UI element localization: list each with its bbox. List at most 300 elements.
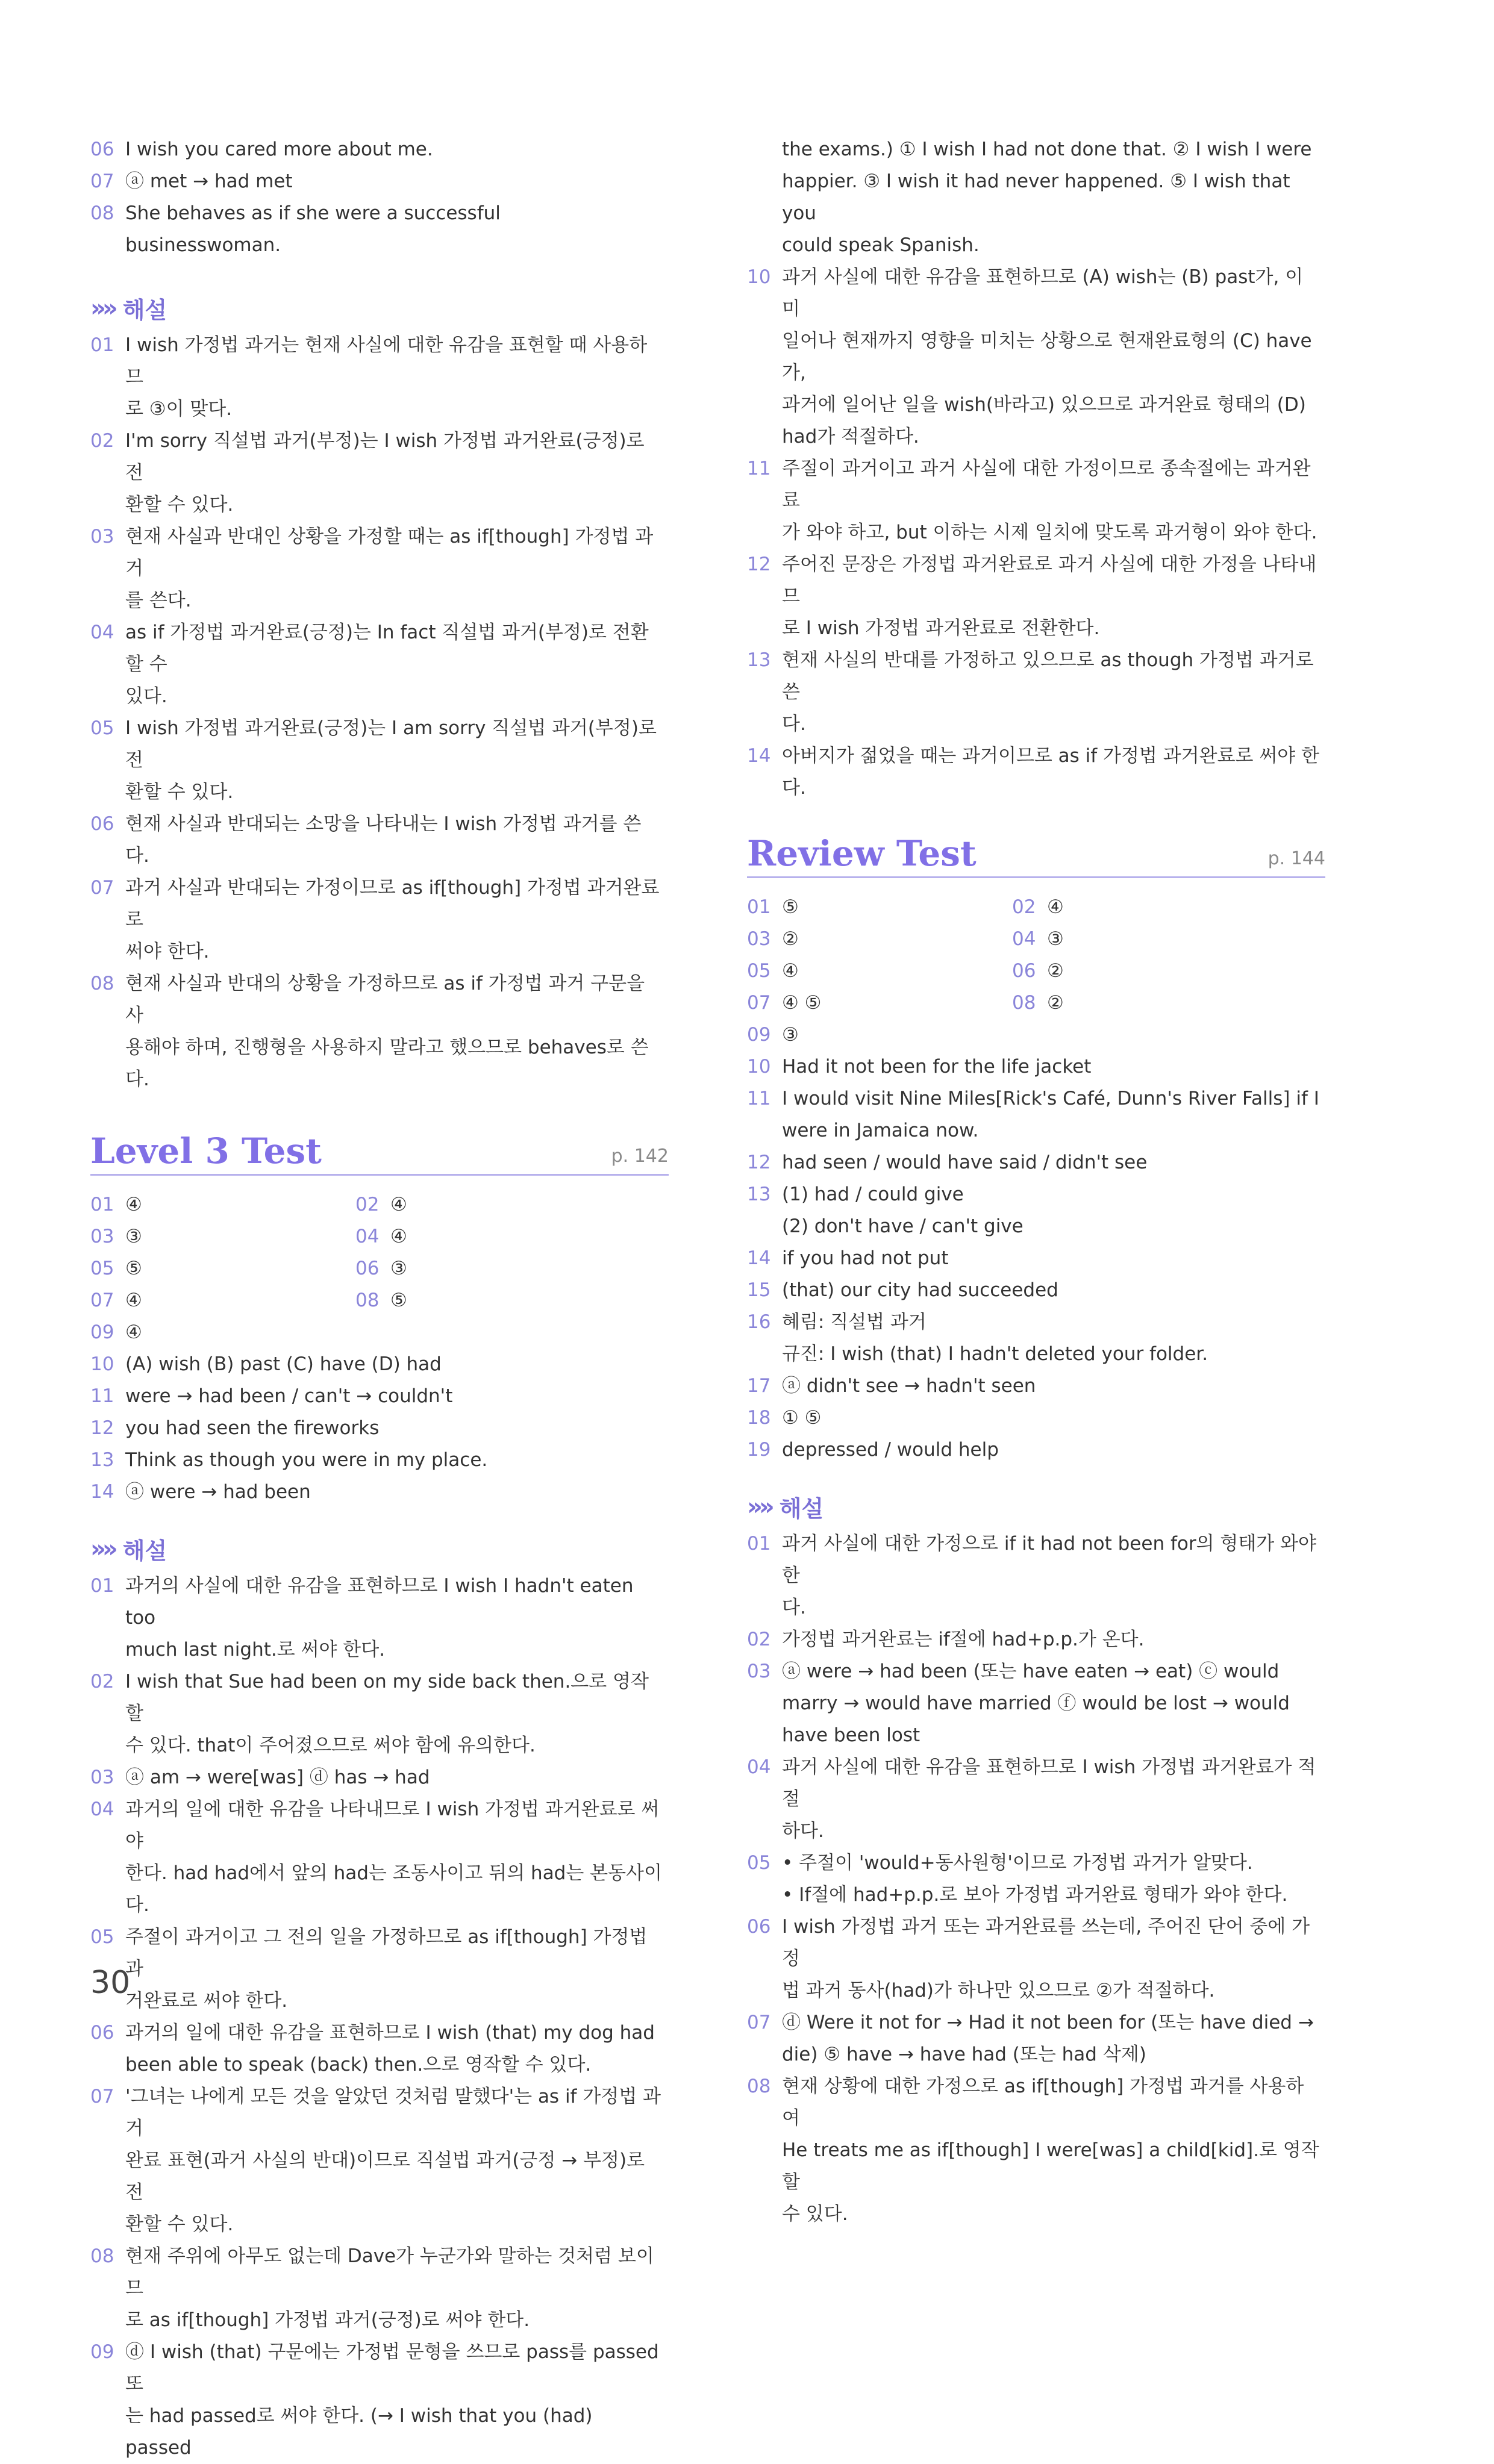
item-number: 05 — [90, 1258, 114, 1279]
item-number: 16 — [747, 1311, 771, 1333]
list-item — [90, 134, 669, 166]
item-text — [125, 1762, 669, 1794]
list-item — [1012, 923, 1277, 955]
item-number: 05 — [90, 1926, 114, 1948]
item-text-line: '그녀는 나에게 모든 것을 알았던 것처럼 말했다'는 as if 가정법 과거 — [125, 2086, 661, 2139]
item-text — [782, 1083, 1325, 1147]
item-text-line: 가 와야 하고, but 이하는 시제 일치에 맞도록 과거형이 와야 한다. — [782, 522, 1317, 543]
item-text-line: ④ — [125, 1290, 142, 1311]
item-text-line: Think as though you were in my place. — [125, 1449, 488, 1471]
item-number: 01 — [90, 334, 114, 356]
item-text — [782, 891, 1012, 923]
item-text-line: (A) wish (B) past (C) have (D) had — [125, 1353, 442, 1375]
list-item — [90, 521, 669, 617]
item-number: 13 — [90, 1449, 114, 1471]
item-text-line: ⓐ were → had been — [125, 1481, 311, 1503]
item-number: 01 — [747, 896, 771, 918]
list-item — [355, 1189, 620, 1221]
item-number: 10 — [747, 266, 771, 288]
item-text-line: 를 쓴다. — [125, 590, 192, 611]
list-item — [747, 1528, 1325, 1624]
item-text-line: 아버지가 젊었을 때는 과거이므로 as if 가정법 과거완료로 써야 한다. — [782, 745, 1320, 799]
item-text-line: depressed / would help — [782, 1439, 999, 1461]
list-item — [90, 1253, 355, 1285]
item-text-line: ⓐ am → were[was] ⓓ has → had — [125, 1767, 430, 1788]
item-number: 13 — [747, 649, 771, 671]
item-text — [782, 644, 1325, 740]
item-text — [782, 1147, 1325, 1179]
item-number: 02 — [355, 1194, 380, 1215]
item-text-line: 현재 사실과 반대의 상황을 가정하므로 as if 가정법 과거 구문을 사 — [125, 973, 645, 1026]
item-number: 11 — [747, 1088, 771, 1109]
item-text-line: (2) don't have / can't give — [782, 1215, 1024, 1237]
list-item — [90, 617, 669, 713]
item-text — [125, 872, 669, 968]
item-number: 04 — [90, 1798, 114, 1820]
item-number: 05 — [747, 1852, 771, 1874]
item-number: 02 — [90, 430, 114, 452]
item-text-line: I would visit Nine Miles[Rick's Café, Dunn's River Falls] if I — [782, 1088, 1319, 1109]
item-number: 18 — [747, 1407, 771, 1429]
list-item — [747, 549, 1325, 644]
item-text-line: had가 적절하다. — [782, 426, 919, 448]
item-number: 02 — [747, 1629, 771, 1650]
item-text-line: Had it not been for the life jacket — [782, 1056, 1092, 1078]
item-text — [782, 1656, 1325, 1751]
item-text-line: you had seen the fireworks — [125, 1417, 380, 1439]
item-text — [390, 1285, 620, 1317]
item-text — [782, 2007, 1325, 2071]
list-item — [90, 166, 669, 198]
list-item — [1012, 891, 1277, 923]
item-text — [782, 1243, 1325, 1274]
list-item — [90, 1444, 669, 1476]
item-text-line: • If절에 had+p.p.로 보아 가정법 과거완료 형태가 와야 한다. — [782, 1884, 1288, 1906]
list-item — [747, 1370, 1325, 1402]
item-number: 04 — [1012, 928, 1036, 950]
explanation-heading: »» 해설 — [90, 1535, 167, 1564]
section-header-review — [747, 834, 1325, 878]
item-text-line: (1) had / could give — [782, 1184, 964, 1205]
item-text-line: 주어진 문장은 가정법 과거완료로 과거 사실에 대한 가정을 나타내므 — [782, 554, 1317, 607]
item-text-line: 수 있다. — [782, 2203, 848, 2225]
item-text-line: He treats me as if[though] I were[was] a child[kid].로 영작할 — [782, 2139, 1319, 2193]
item-text-line: ⑤ — [125, 1258, 142, 1279]
item-text — [125, 2336, 669, 2464]
list-item — [747, 1274, 1325, 1306]
item-text — [782, 261, 1325, 453]
list-item — [90, 1921, 669, 2017]
item-number: 12 — [747, 554, 771, 575]
item-text — [125, 1666, 669, 1762]
left-column — [90, 134, 669, 2464]
item-text-line: 과거 사실에 대한 유감을 표현하므로 I wish 가정법 과거완료가 적절 — [782, 1756, 1316, 1810]
item-text-line: ① ⑤ — [782, 1407, 822, 1429]
section-title: Level 3 Test — [90, 1131, 322, 1171]
item-text — [390, 1221, 620, 1253]
item-number: 01 — [90, 1575, 114, 1597]
item-text-line: 로 as if[though] 가정법 과거(긍정)로 써야 한다. — [125, 2309, 530, 2331]
item-number: 11 — [90, 1385, 114, 1407]
chevron-icon: »» — [90, 1535, 114, 1563]
item-number: 08 — [90, 973, 114, 994]
item-text-line: 하다. — [782, 1820, 824, 1842]
answer-list — [747, 1019, 1325, 1466]
list-item — [90, 1570, 669, 1666]
explanation-list — [747, 1528, 1325, 2230]
answer-grid — [747, 891, 1325, 1019]
list-item — [90, 1189, 355, 1221]
item-text — [125, 1189, 355, 1221]
item-number: 08 — [1012, 992, 1036, 1014]
list-item — [90, 2081, 669, 2241]
item-text-line: ② — [1047, 992, 1064, 1014]
section-page-ref: p. 142 — [611, 1146, 669, 1167]
item-text — [125, 1221, 355, 1253]
item-number: 10 — [90, 1353, 114, 1375]
item-text-line: 써야 한다. — [125, 941, 210, 962]
item-text — [1047, 891, 1277, 923]
item-text-line: ④ — [1047, 896, 1064, 918]
item-text-line: 한다. had had에서 앞의 had는 조동사이고 뒤의 had는 본동사이다. — [125, 1862, 662, 1916]
item-text-line: 과거의 일에 대한 유감을 표현하므로 I wish (that) my dog had — [125, 2022, 655, 2044]
explanation-heading: »» 해설 — [90, 294, 167, 323]
list-item — [90, 872, 669, 968]
list-item — [747, 1751, 1325, 1847]
list-item — [747, 1656, 1325, 1751]
list-item — [1012, 955, 1277, 987]
item-text-line: 과거의 사실에 대한 유감을 표현하므로 I wish I hadn't eaten too — [125, 1575, 634, 1629]
item-number: 09 — [90, 2341, 114, 2363]
chevron-icon: »» — [90, 294, 114, 322]
item-text-line: I wish you cared more about me. — [125, 139, 433, 160]
item-text-line: 다. — [782, 713, 806, 735]
item-text-line: die) ⑤ have → have had (또는 had 삭제) — [782, 2044, 1146, 2065]
item-text — [125, 2081, 669, 2241]
page-number: 30 — [90, 1965, 131, 2001]
item-number: 01 — [747, 1533, 771, 1555]
item-text-line: were in Jamaica now. — [782, 1120, 979, 1141]
list-item — [747, 1147, 1325, 1179]
list-item — [90, 1794, 669, 1921]
item-text — [125, 1349, 669, 1380]
item-text-line: 환할 수 있다. — [125, 781, 234, 803]
item-text — [390, 1253, 620, 1285]
item-text-line: 다. — [782, 1597, 806, 1618]
item-text — [125, 1444, 669, 1476]
item-text-line: 일어나 현재까지 영향을 미치는 상황으로 현재완료형의 (C) have가, — [782, 330, 1312, 384]
answer-list-top — [90, 134, 669, 261]
item-text — [125, 329, 669, 425]
chevron-icon: »» — [747, 1492, 771, 1521]
item-text-line: 과거 사실과 반대되는 가정이므로 as if[though] 가정법 과거완료로 — [125, 877, 660, 931]
item-text-line: could speak Spanish. — [782, 234, 980, 256]
explanation-list-continued — [747, 134, 1325, 804]
item-text-line: I wish 가정법 과거완료(긍정)는 I am sorry 직설법 과거(부정)로 전 — [125, 717, 657, 771]
item-text-line: ⑤ — [782, 896, 799, 918]
item-text — [125, 808, 669, 872]
list-item — [747, 1051, 1325, 1083]
item-text-line: 과거에 일어난 일을 wish(바라고) 있으므로 과거완료 형태의 (D) — [782, 394, 1306, 416]
item-text-line: 가정법 과거완료는 if절에 had+p.p.가 온다. — [782, 1629, 1145, 1650]
item-text-line: ④ — [125, 1321, 142, 1343]
list-item — [90, 968, 669, 1096]
item-number: 14 — [747, 745, 771, 767]
item-text — [1047, 987, 1277, 1019]
item-text-line: I wish 가정법 과거 또는 과거완료를 쓰는데, 주어진 단어 중에 가정 — [782, 1916, 1310, 1970]
list-item — [90, 1476, 669, 1508]
item-number: 04 — [90, 622, 114, 643]
item-number: 06 — [355, 1258, 380, 1279]
item-text-line: 현재 사실의 반대를 가정하고 있으므로 as though 가정법 과거로 쓴 — [782, 649, 1314, 703]
list-item — [747, 955, 1012, 987]
item-number: 14 — [90, 1481, 114, 1503]
item-text-line: 현재 주위에 아무도 없는데 Dave가 누군가와 말하는 것처럼 보이므 — [125, 2245, 654, 2299]
item-number: 08 — [747, 2076, 771, 2097]
item-text-line: ⑤ — [390, 1290, 407, 1311]
list-item — [747, 453, 1325, 549]
item-text — [782, 1528, 1325, 1624]
item-text-line: have been lost — [782, 1724, 920, 1746]
list-item — [747, 1434, 1325, 1466]
item-number: 08 — [90, 202, 114, 224]
item-text — [125, 713, 669, 808]
item-text — [125, 1921, 669, 2017]
item-text — [782, 1019, 1325, 1051]
item-text-line: happier. ③ I wish it had never happened. ⑤ I wish that you — [782, 170, 1290, 224]
item-number: 07 — [90, 877, 114, 899]
section-page-ref: p. 144 — [1267, 848, 1325, 869]
item-text-line: 과거 사실에 대한 유감을 표현하므로 (A) wish는 (B) past가, 이미 — [782, 266, 1304, 320]
item-text — [125, 166, 669, 198]
item-text-line: if you had not put — [782, 1247, 949, 1269]
list-item — [90, 1666, 669, 1762]
item-text-line: ⓐ were → had been (또는 have eaten → eat) ⓒ would — [782, 1661, 1280, 1682]
list-item — [747, 1911, 1325, 2007]
item-text — [782, 1402, 1325, 1434]
list-item — [747, 923, 1012, 955]
list-item — [90, 1221, 355, 1253]
item-number: 06 — [1012, 960, 1036, 982]
item-text-line: ④ ⑤ — [782, 992, 822, 1014]
item-text — [125, 1412, 669, 1444]
item-text-line: ④ — [125, 1194, 142, 1215]
item-text — [125, 2241, 669, 2336]
item-text — [125, 1570, 669, 1666]
item-text-line: 과거 사실에 대한 가정으로 if it had not been for의 형태가 와야 한 — [782, 1533, 1316, 1586]
explanation-heading: »» 해설 — [747, 1492, 824, 1522]
item-number: 04 — [355, 1226, 380, 1247]
item-text — [782, 740, 1325, 804]
list-item — [747, 134, 1325, 261]
list-item — [90, 1349, 669, 1380]
list-item — [90, 1412, 669, 1444]
item-text-line: 수 있다. that이 주어졌으므로 써야 함에 유의한다. — [125, 1735, 536, 1756]
item-number: 03 — [90, 526, 114, 547]
item-text-line: had seen / would have said / didn't see — [782, 1152, 1148, 1173]
item-text-line: 혜림: 직설법 과거 — [782, 1311, 927, 1333]
list-item — [747, 740, 1325, 804]
item-text — [782, 453, 1325, 549]
item-number: 10 — [747, 1056, 771, 1078]
item-text-line: 용해야 하며, 진행형을 사용하지 말라고 했으므로 behaves로 쓴다. — [125, 1037, 649, 1090]
item-number: 17 — [747, 1375, 771, 1397]
list-item — [90, 1380, 669, 1412]
item-text-line: 로 ③이 맞다. — [125, 398, 233, 420]
item-text-line: ③ — [782, 1024, 799, 1046]
list-item — [90, 329, 669, 425]
explanation-list — [90, 1570, 669, 2464]
list-item — [355, 1221, 620, 1253]
item-number: 12 — [90, 1417, 114, 1439]
item-text-line: I'm sorry 직설법 과거(부정)는 I wish 가정법 과거완료(긍정)로 전 — [125, 430, 645, 484]
list-item — [90, 1317, 669, 1349]
item-text — [125, 1380, 669, 1412]
item-number: 11 — [747, 458, 771, 479]
item-number: 07 — [747, 992, 771, 1014]
list-item — [90, 1762, 669, 1794]
item-number: 13 — [747, 1184, 771, 1205]
item-text — [782, 923, 1012, 955]
item-text-line: businesswoman. — [125, 234, 281, 256]
list-item — [747, 987, 1012, 1019]
item-text-line: much last night.로 써야 한다. — [125, 1639, 386, 1661]
item-number: 15 — [747, 1279, 771, 1301]
item-text-line: ③ — [1047, 928, 1064, 950]
item-text — [125, 198, 669, 261]
section-header-level3 — [90, 1132, 669, 1176]
item-text — [125, 1794, 669, 1921]
item-number: 14 — [747, 1247, 771, 1269]
list-item — [90, 713, 669, 808]
item-text — [125, 521, 669, 617]
item-text — [125, 425, 669, 521]
item-text-line: were → had been / can't → couldn't — [125, 1385, 453, 1407]
answer-grid — [90, 1189, 669, 1317]
item-text-line: 규진: I wish (that) I hadn't deleted your folder. — [782, 1343, 1208, 1365]
item-text-line: I wish that Sue had been on my side back then.으로 영작할 — [125, 1671, 649, 1724]
item-text-line: ⓐ met → had met — [125, 170, 293, 192]
item-text-line: ⓐ didn't see → hadn't seen — [782, 1375, 1036, 1397]
item-number: 06 — [90, 813, 114, 835]
item-text-line: • 주절이 'would+동사원형'이므로 가정법 과거가 알맞다. — [782, 1852, 1253, 1874]
item-text — [1047, 923, 1277, 955]
item-text — [782, 1847, 1325, 1911]
item-number: 03 — [747, 928, 771, 950]
item-text-line: the exams.) ① I wish I had not done that. ② I wish I were — [782, 139, 1312, 160]
list-item — [747, 1847, 1325, 1911]
list-item — [355, 1253, 620, 1285]
item-number: 03 — [747, 1661, 771, 1682]
item-text — [782, 134, 1325, 261]
item-text — [782, 549, 1325, 644]
item-text-line: 거완료로 써야 한다. — [125, 1990, 288, 2012]
item-number — [747, 134, 782, 261]
list-item — [90, 2336, 669, 2464]
list-item — [90, 1285, 355, 1317]
item-number: 09 — [90, 1321, 114, 1343]
item-number: 07 — [90, 1290, 114, 1311]
list-item — [90, 808, 669, 872]
item-number: 06 — [747, 1916, 771, 1938]
item-text — [782, 1179, 1325, 1243]
item-text — [782, 1434, 1325, 1466]
section-title: Review Test — [747, 833, 977, 874]
list-item — [747, 1243, 1325, 1274]
item-text — [782, 1274, 1325, 1306]
list-item — [747, 261, 1325, 453]
item-number: 19 — [747, 1439, 771, 1461]
item-number: 12 — [747, 1152, 771, 1173]
item-text-line: I wish 가정법 과거는 현재 사실에 대한 유감을 표현할 때 사용하므 — [125, 334, 648, 388]
list-item — [747, 1179, 1325, 1243]
list-item — [747, 891, 1012, 923]
item-text — [125, 617, 669, 713]
item-text-line: 과거의 일에 대한 유감을 나타내므로 I wish 가정법 과거완료로 써야 — [125, 1798, 660, 1852]
item-number: 07 — [90, 170, 114, 192]
item-number: 03 — [90, 1226, 114, 1247]
list-item — [747, 1402, 1325, 1434]
list-item — [1012, 987, 1277, 1019]
item-text — [782, 1306, 1325, 1370]
item-text — [125, 1476, 669, 1508]
item-text — [125, 968, 669, 1096]
item-number: 08 — [90, 2245, 114, 2267]
item-number: 07 — [90, 2086, 114, 2107]
right-column — [747, 134, 1325, 2230]
item-text — [782, 955, 1012, 987]
item-text-line: 환할 수 있다. — [125, 2213, 234, 2235]
item-number: 09 — [747, 1024, 771, 1046]
list-item — [747, 1624, 1325, 1656]
item-number: 02 — [90, 1671, 114, 1692]
item-text — [782, 1751, 1325, 1847]
item-text-line: ⓓ Were it not for → Had it not been for (또는 have died → — [782, 2012, 1314, 2033]
explanation-list — [90, 329, 669, 1096]
item-text-line: been able to speak (back) then.으로 영작할 수 있다. — [125, 2054, 592, 2076]
item-text-line: ② — [1047, 960, 1064, 982]
list-item — [747, 644, 1325, 740]
item-text — [782, 1051, 1325, 1083]
item-text-line: 로 I wish 가정법 과거완료로 전환한다. — [782, 617, 1100, 639]
item-text — [782, 1370, 1325, 1402]
list-item — [747, 2071, 1325, 2230]
list-item — [90, 2241, 669, 2336]
item-text-line: 있다. — [125, 685, 167, 707]
item-text-line: 현재 사실과 반대인 상황을 가정할 때는 as if[though] 가정법 과거 — [125, 526, 654, 579]
item-number: 06 — [90, 139, 114, 160]
item-text-line: ⓓ I wish (that) 구문에는 가정법 문형을 쓰므로 pass를 passed 또 — [125, 2341, 659, 2395]
item-text-line: 법 과거 동사(had)가 하나만 있으므로 ②가 적절하다. — [782, 1980, 1215, 2001]
item-text-line: ④ — [782, 960, 799, 982]
item-text-line: ③ — [390, 1258, 407, 1279]
item-number: 04 — [747, 1756, 771, 1778]
item-text-line: marry → would have married ⓕ would be lost → would — [782, 1692, 1290, 1714]
list-item — [90, 2017, 669, 2081]
item-text-line: 완료 표현(과거 사실의 반대)이므로 직설법 과거(긍정 → 부정)로 전 — [125, 2150, 645, 2203]
item-text — [125, 1253, 355, 1285]
item-number: 07 — [747, 2012, 771, 2033]
item-text — [782, 1911, 1325, 2007]
list-item — [747, 2007, 1325, 2071]
item-text-line: She behaves as if she were a successful — [125, 202, 501, 224]
item-text-line: ④ — [390, 1226, 407, 1247]
item-number: 08 — [355, 1290, 380, 1311]
item-number: 05 — [747, 960, 771, 982]
item-text-line: 현재 상황에 대한 가정으로 as if[though] 가정법 과거를 사용하여 — [782, 2076, 1304, 2129]
item-text-line: ② — [782, 928, 799, 950]
item-text — [390, 1189, 620, 1221]
